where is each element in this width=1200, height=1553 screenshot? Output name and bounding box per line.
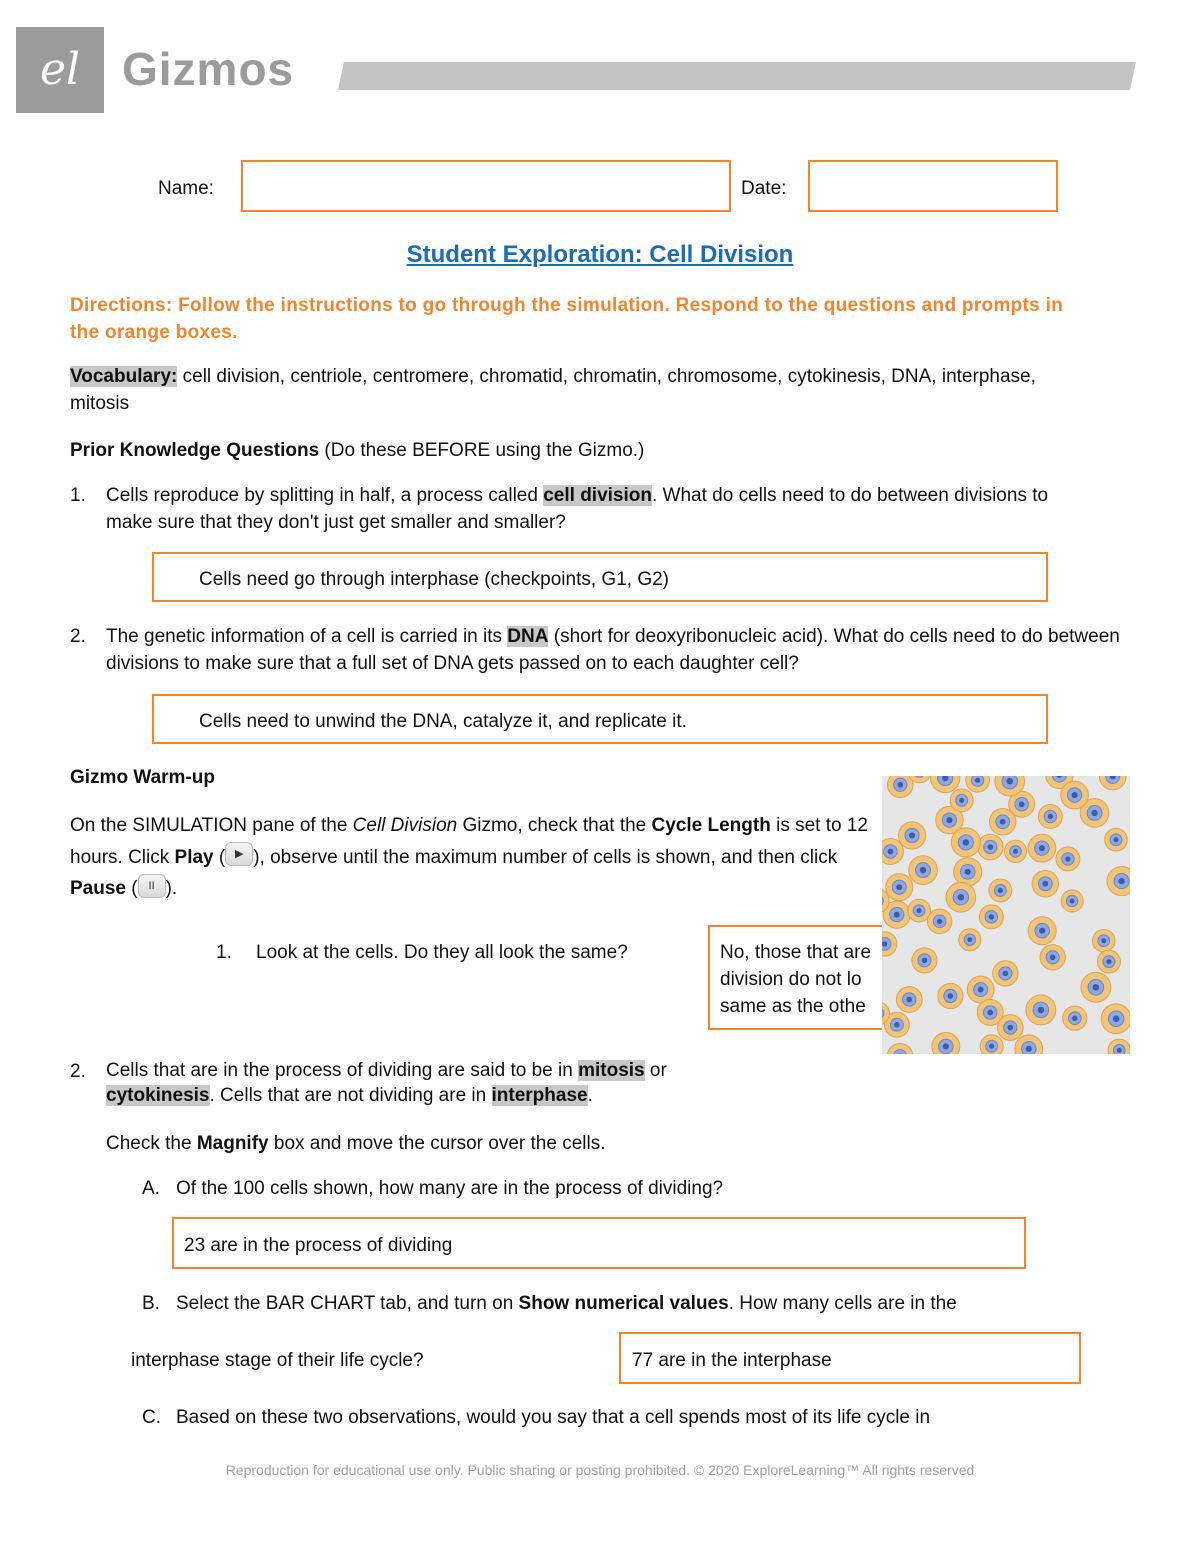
cell-shape — [993, 961, 1018, 986]
cell-shape — [979, 905, 1003, 929]
name-field[interactable] — [241, 160, 731, 212]
directions-text: Directions: Follow the instructions to go through the simulation. Respond to the questions and prompts in the orange boxes. — [70, 295, 1064, 343]
cell-shape — [1101, 1004, 1130, 1034]
cell-shape — [1015, 1035, 1043, 1054]
cell-shape — [1099, 776, 1126, 790]
cell-shape — [1108, 1039, 1130, 1054]
warmup-p2: Gizmo, check that the — [457, 815, 652, 836]
cell-shape — [938, 983, 963, 1008]
pk-q2-number: 2. — [70, 626, 86, 647]
warmup-p3: is set to 12 hours. Click — [70, 815, 868, 868]
date-label: Date: — [741, 178, 787, 199]
pause-icon: II — [138, 874, 166, 898]
magnify-instruction — [106, 1130, 606, 1157]
q2a-text: Of the 100 cells shown, how many are in the process of dividing? — [176, 1178, 724, 1199]
page-title: Student Exploration: Cell Division — [406, 241, 794, 268]
warmup-p1: On the SIMULATION pane of the — [70, 815, 353, 836]
warmup-q1-text: Look at the cells. Do they all look the same? — [256, 942, 628, 963]
warmup-q1-answer-line1: No, those that are — [720, 942, 872, 963]
q2-post: . — [587, 1085, 593, 1106]
term-dna: DNA — [507, 626, 549, 647]
cell-shape — [908, 899, 931, 922]
magnify-pre: Check the — [106, 1133, 197, 1154]
footer-copyright: Reproduction for educational use only. Public sharing or posting prohibited. © 2020 ExploreLearning™ All rights reserved — [225, 1462, 975, 1478]
cycle-length-term: Cycle Length — [651, 815, 771, 836]
cell-shape — [989, 809, 1015, 835]
cells-illustration — [882, 776, 1130, 1054]
magnify-term: Magnify — [196, 1133, 269, 1154]
cell-shape — [1092, 929, 1115, 952]
pk-q2-answer: Cells need to unwind the DNA, catalyze it, and replicate it. — [199, 711, 687, 732]
cell-shape — [882, 839, 903, 865]
term-mitosis: mitosis — [578, 1060, 645, 1081]
warmup-title: Gizmo Warm-up — [70, 767, 215, 788]
cell-shape — [967, 976, 994, 1003]
pk-q1-pre: Cells reproduce by splitting in half, a process called — [106, 485, 544, 506]
q2b-letter: B. — [142, 1293, 160, 1314]
cell-shape — [997, 1015, 1023, 1041]
play-icon: ▶ — [225, 842, 253, 866]
cell-shape — [950, 789, 973, 812]
warmup-heading — [70, 764, 215, 791]
cell-shape — [1028, 917, 1056, 945]
q2-pre: Cells that are in the process of dividing are said to be in — [106, 1060, 579, 1081]
magnify-post: box and move the cursor over the cells. — [268, 1133, 606, 1154]
cell-shape — [909, 856, 938, 885]
q2b-answer: 77 are in the interphase — [632, 1350, 832, 1371]
cell-shape — [978, 834, 1004, 860]
cell-shape — [912, 948, 937, 973]
cell-shape — [887, 1044, 913, 1054]
q2-number: 2. — [70, 1061, 86, 1082]
q2-mid1: or — [644, 1060, 667, 1081]
cell-shape — [896, 987, 922, 1013]
el-logo-mark: el — [39, 44, 81, 95]
warmup-gizmo-name: Cell Division — [352, 815, 458, 836]
pk-q2-post: (short for deoxyribonucleic acid). What do cells need to do between divisions to make sure that a full set of DNA gets passed on to each daughter cell? — [106, 626, 1120, 674]
q2-text — [106, 1058, 906, 1108]
gizmos-logo-badge — [16, 27, 104, 113]
pk-q2-answer-box[interactable] — [152, 694, 1048, 744]
cell-shape — [951, 828, 980, 857]
cell-shape — [887, 776, 913, 798]
pk-q2-text — [106, 623, 1121, 677]
cell-shape — [1056, 847, 1080, 871]
warmup-p6: ( — [125, 878, 138, 899]
warmup-q1-answer-line2: division do not lo — [720, 969, 862, 990]
pk-q1-post: . What do cells need to do between divisions to make sure that they don't just get smaller and smaller? — [106, 485, 1049, 533]
pk-q1-answer: Cells need go through interphase (checkpoints, G1, G2) — [199, 569, 669, 590]
warmup-p4: ( — [213, 846, 226, 868]
warmup-p5: ), observe until the maximum number of cells is shown, and then click — [253, 846, 838, 868]
cell-shape — [989, 879, 1012, 902]
warmup-q1-number: 1. — [216, 942, 232, 963]
term-interphase: interphase — [491, 1085, 588, 1106]
vocabulary-terms: cell division, centriole, centromere, chromatid, chromatin, chromosome, cytokinesis, DNA, interphase, mitosis — [70, 366, 1036, 414]
pk-q1-answer-box[interactable] — [152, 552, 1048, 602]
header-bar — [338, 62, 1136, 90]
vocabulary-label: Vocabulary: — [70, 366, 178, 387]
cell-shape — [886, 874, 913, 901]
pk-q1-number: 1. — [70, 485, 86, 506]
name-label: Name: — [158, 178, 214, 199]
cell-shape — [980, 1035, 1003, 1054]
cell-shape — [932, 1033, 960, 1054]
q2a-answer: 23 are in the process of dividing — [184, 1235, 453, 1256]
cell-shape — [946, 882, 976, 912]
pk-q1-text — [106, 482, 1096, 536]
play-term: Play — [174, 846, 214, 868]
q2b-pre: Select the BAR CHART tab, and turn on — [176, 1293, 519, 1314]
q2c-letter: C. — [142, 1407, 161, 1428]
q2b-answer-box[interactable] — [619, 1332, 1081, 1384]
cell-shape — [966, 776, 990, 792]
cell-shape — [882, 932, 897, 956]
cell-shape — [931, 776, 960, 793]
cell-shape — [898, 822, 925, 849]
q2a-letter: A. — [142, 1178, 160, 1199]
cell-shape — [1061, 890, 1083, 912]
date-field[interactable] — [808, 160, 1058, 212]
pause-term: Pause — [70, 878, 126, 899]
warmup-q1-answer-line3: same as the othe — [720, 996, 866, 1017]
q2a-answer-box[interactable] — [172, 1217, 1026, 1269]
vocabulary-paragraph — [70, 363, 1080, 417]
cell-shape — [1105, 828, 1128, 851]
cell-shape — [959, 929, 981, 951]
term-cytokinesis: cytokinesis — [106, 1085, 210, 1106]
q2-mid2: . Cells that are not dividing are in — [209, 1085, 492, 1106]
cell-division-simulation-image — [882, 776, 1130, 1054]
prior-knowledge-heading — [70, 437, 1080, 464]
cell-shape — [1026, 995, 1056, 1025]
show-numerical-values-term: Show numerical values — [518, 1293, 729, 1314]
q2c-text: Based on these two observations, would you say that a cell spends most of its life cycle in — [176, 1407, 931, 1428]
cell-shape — [1032, 871, 1058, 897]
q2b-post: . How many cells are in the — [728, 1293, 957, 1314]
prior-knowledge-note: (Do these BEFORE using the Gizmo.) — [319, 440, 645, 461]
cell-shape — [1063, 1006, 1087, 1030]
warmup-paragraph — [70, 810, 870, 905]
cell-shape — [1081, 972, 1111, 1002]
warmup-p7: ). — [165, 878, 178, 899]
cell-shape — [1028, 834, 1056, 862]
warmup-q1-answer — [720, 939, 871, 1020]
pk-q2-pre: The genetic information of a cell is carried in its — [106, 626, 508, 647]
cell-shape — [1097, 950, 1120, 973]
cell-shape — [1040, 945, 1065, 970]
cell-shape — [1061, 781, 1089, 809]
prior-knowledge-title: Prior Knowledge Questions — [70, 440, 320, 461]
cell-shape — [1107, 867, 1130, 896]
cell-shape — [927, 909, 951, 933]
q2b-text — [176, 1290, 1096, 1317]
cell-shape — [1004, 840, 1026, 862]
gizmos-logo-text: Gizmos — [122, 43, 295, 95]
q2b-line2: interphase stage of their life cycle? — [131, 1350, 424, 1371]
cell-shape — [954, 858, 982, 886]
term-cell-division: cell division — [543, 485, 652, 506]
cell-shape — [1038, 805, 1062, 829]
